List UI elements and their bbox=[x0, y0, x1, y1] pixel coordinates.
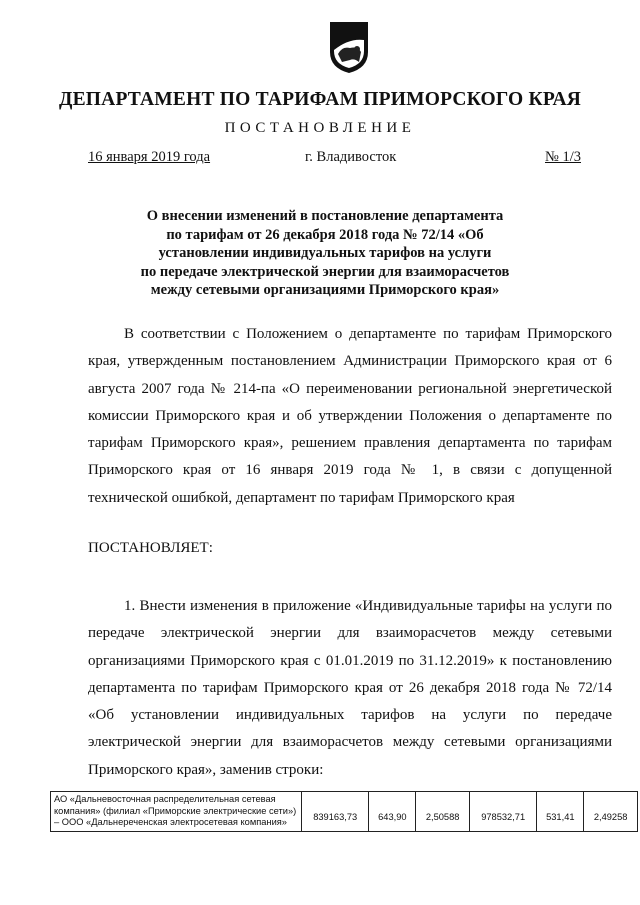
organization-cell: АО «Дальневосточная распределительная сетевая компания» (филиал «Приморские электрические сети») – ООО «Дальнереченская электросетевая компания» bbox=[51, 792, 302, 832]
document-date: 16 января 2019 года bbox=[88, 149, 211, 165]
document-subject bbox=[110, 207, 540, 300]
value-cell: 839163,73 bbox=[302, 792, 369, 832]
value-cell: 531,41 bbox=[537, 792, 584, 832]
document-city: г. Владивосток bbox=[305, 149, 397, 165]
subject-line: по передаче электрической энергии для взаиморасчетов bbox=[140, 263, 510, 280]
item-1-paragraph: 1. Внести изменения в приложение «Индивидуальные тарифы на услуги по передаче электрической энергии для взаиморасчетов между сетевыми организациями Приморского края с 01.01.2019 по 31.12.2019» к постановлению департамента по тарифам Приморского края от 26 декабря 2018 года № 72/14 «Об установлении индивидуальных тарифов на услуги по передаче электрической энергии для взаиморасчетов между сетевыми организациями Приморского края», заменив строки: bbox=[88, 598, 612, 778]
subject-line: между сетевыми организациями Приморского края» bbox=[150, 282, 500, 298]
decree-heading: ПОСТАНОВЛЯЕТ: bbox=[88, 540, 213, 556]
value-cell: 2,49258 bbox=[584, 792, 638, 832]
value-cell: 978532,71 bbox=[469, 792, 536, 832]
subject-line: по тарифам от 26 декабря 2018 года № 72/14 «Об bbox=[166, 226, 484, 243]
document-number: № 1/3 bbox=[545, 149, 581, 165]
preamble-paragraph: В соответствии с Положением о департаменте по тарифам Приморского края, утвержденным постановлением Администрации Приморского края от 6 августа 2007 года № 214-па «О переименовании региональной энергетической комиссии Приморского края и об утверждении Положения о департаменте по тарифам Приморского края», решением правления департамента по тарифам Приморского края от 16 января 2019 года № 1, в связи с допущенной технической ошибкой, департамент по тарифам Приморского края bbox=[88, 326, 612, 506]
value-cell: 643,90 bbox=[369, 792, 416, 832]
coat-of-arms-emblem bbox=[328, 18, 370, 74]
subject-line: О внесении изменений в постановление департамента bbox=[146, 208, 504, 224]
value-cell: 2,50588 bbox=[416, 792, 470, 832]
department-title: ДЕПАРТАМЕНТ ПО ТАРИФАМ ПРИМОРСКОГО КРАЯ bbox=[58, 89, 582, 110]
document-type: ПОСТАНОВЛЕНИЕ bbox=[224, 120, 416, 136]
subject-line: установлении индивидуальных тарифов на услуги bbox=[158, 245, 492, 261]
tariff-rows-table bbox=[50, 791, 638, 832]
table-row bbox=[51, 792, 638, 832]
